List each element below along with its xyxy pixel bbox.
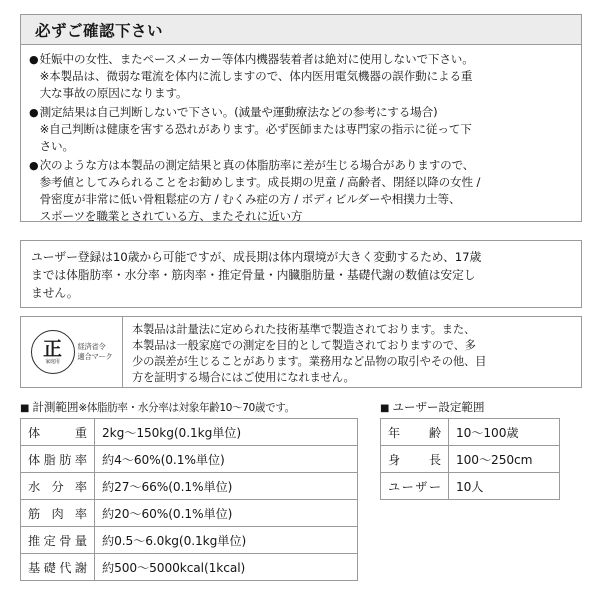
row-value: 約27〜66%(0.1%単位) xyxy=(95,473,358,500)
note-line: ません。 xyxy=(31,286,79,300)
warning-bullet-line: さい。 xyxy=(39,139,74,153)
row-value: 100〜250cm xyxy=(449,446,560,473)
row-value: 約20〜60%(0.1%単位) xyxy=(95,500,358,527)
user-setting-range-heading-text: ユーザー設定範囲 xyxy=(392,400,485,414)
certification-line: 本製品は計量法に定められた技術基準で製造されております。また、 xyxy=(132,323,476,336)
user-setting-range-table xyxy=(380,418,560,500)
certification-text-cell xyxy=(123,317,581,387)
row-value: 約0.5〜6.0kg(0.1kg単位) xyxy=(95,527,358,554)
certification-mark-label xyxy=(78,342,113,362)
warning-bullet-line: 参考値としてみられることをお勧めします。成長期の児童 / 高齢者、閉経以降の女性 / xyxy=(39,175,481,189)
warning-bullet-line: ※本製品は、微弱な電流を体内に流しますので、体内医用電気機器の誤作動による重 xyxy=(39,69,473,83)
table-row xyxy=(381,446,560,473)
row-label: 体 重 xyxy=(21,419,95,446)
row-label: 年 齢 xyxy=(381,419,449,446)
measurement-range-table xyxy=(20,418,358,581)
warning-bullet-line: 骨密度が非常に低い骨粗鬆症の方 / むくみ症の方 / ボディビルダーや相撲力士等、 xyxy=(39,192,461,206)
note-line: までは体脂肪率・水分率・筋肉率・推定骨量・内臓脂肪量・基礎代謝の数値は安定し xyxy=(31,268,476,282)
warning-bullet-line: スポーツを職業とされている方、またそれに近い方 xyxy=(39,209,303,223)
measurement-range-heading-text: 計測範囲 xyxy=(32,400,79,414)
row-label: 体脂肪率 xyxy=(21,446,95,473)
bullet-dot-icon: ● xyxy=(29,106,39,119)
warning-bullet-line: 次のような方は本製品の測定結果と真の体脂肪率に差が生じる場合がありますので、 xyxy=(39,158,475,172)
warning-bullet xyxy=(29,104,573,155)
warning-bullet xyxy=(29,51,573,102)
table-row xyxy=(381,473,560,500)
certification-mark-label-line: 経済省令 xyxy=(77,342,106,351)
row-value: 10〜100歳 xyxy=(449,419,560,446)
warning-bullet xyxy=(29,157,573,225)
user-setting-range-heading xyxy=(380,400,484,416)
bullet-dot-icon: ● xyxy=(29,53,39,66)
table-row xyxy=(21,527,358,554)
note-line: ユーザー登録は10歳から可能ですが、成長期は体内環境が大きく変動するため、17歳 xyxy=(31,250,482,264)
row-value: 2kg〜150kg(0.1kg単位) xyxy=(95,419,358,446)
certification-line: 少の誤差が生じることがあります。業務用など品物の取引やその他、目 xyxy=(132,355,487,368)
table-row xyxy=(381,419,560,446)
certification-mark-label-line: 適合マーク xyxy=(77,352,113,361)
row-value: 約500〜5000kcal(1kcal) xyxy=(95,554,358,581)
certification-panel xyxy=(20,316,582,388)
row-label: ユーザー xyxy=(381,473,449,500)
seal-sub-char: 家庭用 xyxy=(45,359,60,365)
user-registration-note-panel xyxy=(20,240,582,308)
warning-panel-body xyxy=(21,45,581,231)
row-label: 筋肉率 xyxy=(21,500,95,527)
certification-line: 方を証明する場合にはご使用になれません。 xyxy=(132,371,355,384)
warning-panel-header xyxy=(21,15,581,45)
warning-panel xyxy=(20,14,582,222)
square-bullet-icon: ■ xyxy=(380,403,390,414)
row-label: 水分率 xyxy=(21,473,95,500)
seal-main-char: 正 xyxy=(43,337,63,360)
table-row xyxy=(21,473,358,500)
conformity-seal-icon xyxy=(31,330,75,374)
warning-bullet-line: 妊娠中の女性、またペースメーカー等体内機器装着者は絶対に使用しないで下さい。 xyxy=(39,52,474,66)
row-label: 推定骨量 xyxy=(21,527,95,554)
certification-mark-cell xyxy=(21,317,123,387)
warning-bullet-line: 測定結果は自己判断しないで下さい。(減量や運動療法などの参考にする場合) xyxy=(39,105,438,119)
bullet-dot-icon: ● xyxy=(29,159,39,172)
warning-bullet-line: 大な事故の原因になります。 xyxy=(39,86,188,100)
table-row xyxy=(21,419,358,446)
warning-panel-title: 必ずご確認下さい xyxy=(35,21,164,40)
table-row xyxy=(21,500,358,527)
certification-line: 本製品は一般家庭での測定を目的として製造されておりますので、多 xyxy=(132,339,476,352)
warning-bullet-lines xyxy=(40,157,573,225)
row-label: 身 長 xyxy=(381,446,449,473)
measurement-range-heading xyxy=(20,400,295,416)
warning-bullet-line: ※自己判断は健康を害する恐れがあります。必ず医師または専門家の指示に従って下 xyxy=(39,122,472,136)
square-bullet-icon: ■ xyxy=(20,403,30,414)
warning-bullet-lines xyxy=(40,104,573,155)
row-value: 10人 xyxy=(449,473,560,500)
table-row xyxy=(21,446,358,473)
warning-bullet-lines xyxy=(40,51,573,102)
table-row xyxy=(21,554,358,581)
measurement-range-subnote: ※体脂肪率・水分率は対象年齢10〜70歳です。 xyxy=(78,402,295,414)
row-value: 約4〜60%(0.1%単位) xyxy=(95,446,358,473)
row-label: 基礎代謝 xyxy=(21,554,95,581)
